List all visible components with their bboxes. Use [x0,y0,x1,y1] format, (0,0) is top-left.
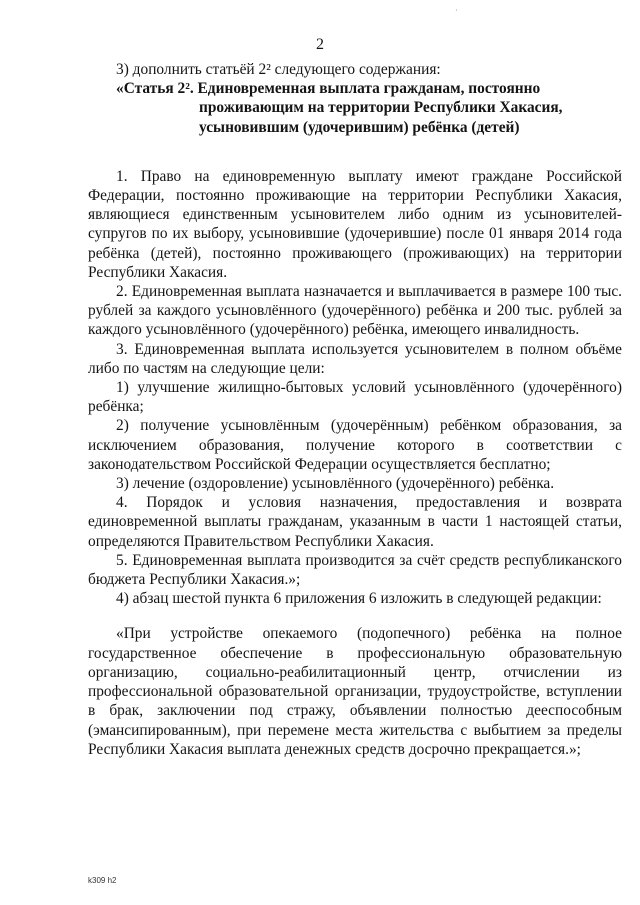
paragraph-3: 3. Единовременная выплата используется усыновителем в полном объёме либо по частям на следующие цели: [88,340,622,377]
top-mark: · [455,6,458,15]
article-title [116,79,622,137]
article-title-line-3: усыновившим (удочерившим) ребёнка (детей) [199,118,520,136]
page-number: 2 [316,36,324,53]
amendment-4: 4) абзац шестой пункта 6 приложения 6 изложить в следующей редакции: [116,590,602,608]
intro-line: 3) дополнить статьёй 2² следующего содержания: [116,61,441,78]
paragraph-3-item-1: 1) улучшение жилищно-бытовых условий усыновлённого (удочерённого) ребёнка; [88,379,622,416]
paragraph-2: 2. Единовременная выплата назначается и выплачивается в размере 100 тыс. рублей за каждого усыновлённого (удочерённого) ребёнка и 200 тыс. рублей за каждого усыновлённого (удочерённого) ребёнка, имеющего инвалидность. [88,283,622,339]
paragraph-1: 1. Право на единовременную выплату имеют граждане Российской Федерации, постоянно проживающие на территории Республики Хакасия, являющиеся единственным усыновителем либо одним из усыновителей-супругов по их выбору, усыновившие (удочерившие) после 01 января 2014 года ребёнка (детей), постоянно проживающего (проживающих) на территории Республики Хакасия. [88,167,622,281]
footer-code: k309 h2 [88,876,117,885]
paragraph-3-item-3: 3) лечение (оздоровление) усыновлённого (удочерённого) ребёнка. [116,475,555,493]
quoted-paragraph: «При устройстве опекаемого (подопечного) ребёнка на полное государственное обеспечение в профессиональную образовательную организацию, социально-реабилитационный центр, отчислении из профессиональной образовательной организации, трудоустройстве, вступлении в брак, заключении под стражу, объявлении полностью дееспособным (эмансипированным), при перемене места жительства с выбытием за пределы Республики Хакасия выплата денежных средств досрочно прекращается.»; [88,625,622,758]
article-title-line-1: «Статья 2². Единовременная выплата гражданам, постоянно [116,80,541,98]
paragraph-4: 4. Порядок и условия назначения, предоставления и возврата единовременной выплаты гражданам, указанным в части 1 настоящей статьи, определяются Правительством Республики Хакасия. [88,494,622,550]
paragraph-5: 5. Единовременная выплата производится за счёт средств республиканского бюджета Республики Хакасия.»; [88,551,622,589]
article-title-line-2: проживающим на территории Республики Хакасия, [199,99,563,117]
paragraph-3-item-2: 2) получение усыновлённым (удочерённым) ребёнком образования, за исключением образования, получение которого в соответствии с законодательством Российской Федерации осуществляется бесплатно; [88,417,622,473]
document-body [88,60,622,759]
